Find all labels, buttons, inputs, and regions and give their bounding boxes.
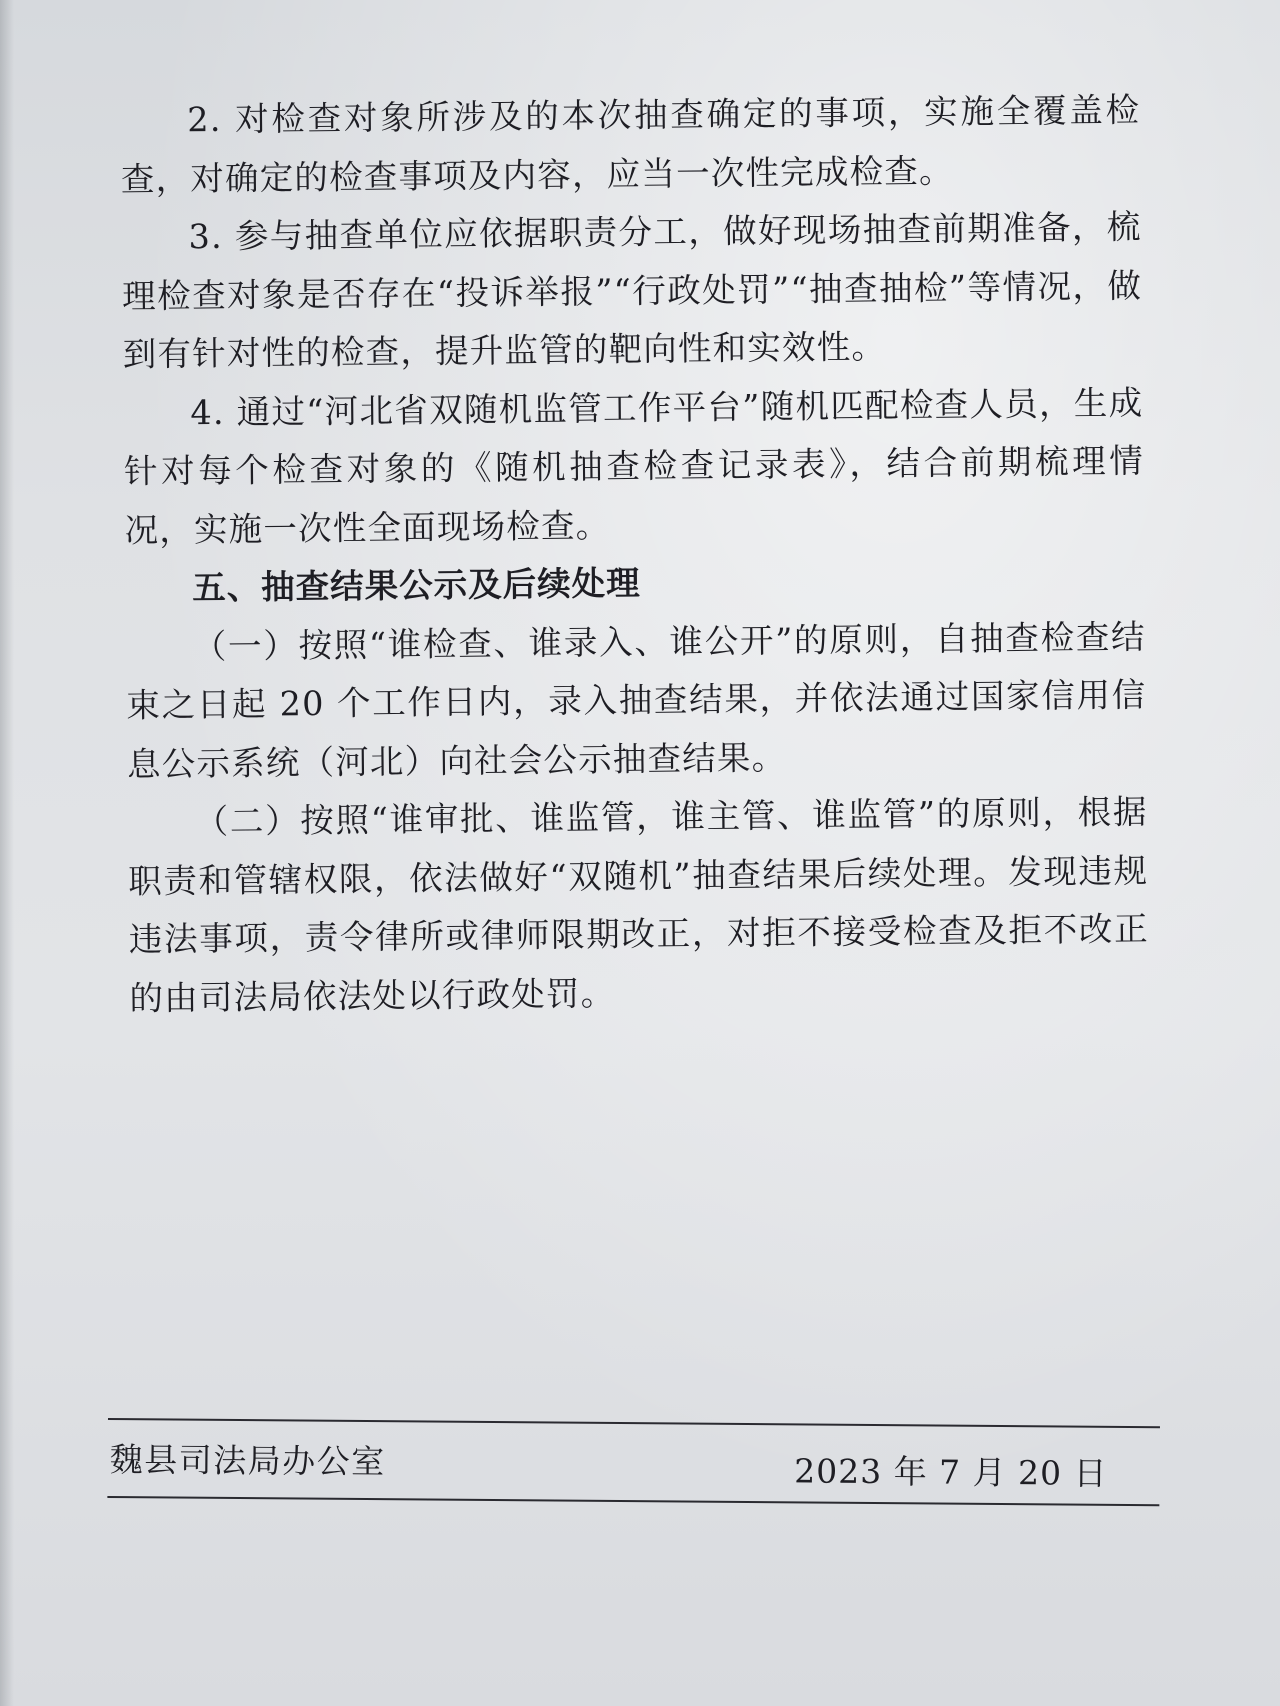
paragraph-item-3: 3. 参与抽查单位应依据职责分工，做好现场抽查前期准备，梳理检查对象是否存在“投诉举报”“行政处罚”“抽查抽检”等情况，做到有针对性的检查，提升监管的靶向性和实效性。	[121, 207, 1143, 374]
paragraph-item-2: 2. 对检查对象所涉及的本次抽查确定的事项，实施全覆盖检查，对确定的检查事项及内容，应当一次性完成检查。	[120, 90, 1141, 199]
section-paragraph-1: （一）按照“谁检查、谁录入、谁公开”的原则，自抽查检查结束之日起 20 个工作日内，录入抽查结果，并依法通过国家信用信息公示系统（河北）向社会公示抽查结果。	[126, 616, 1147, 784]
document-body	[120, 81, 1150, 1028]
footer-bottom-rule	[107, 1496, 1159, 1506]
issue-date: 2023 年 7 月 20 日	[794, 1451, 1108, 1493]
section-paragraph-2: （二）按照“谁审批、谁监管，谁主管、谁监管”的原则，根据职责和管辖权限，依法做好“双随机”抽查结果后续处理。发现违规违法事项，责令律所或律师限期改正，对拒不接受检查及拒不改正的由司法局依法处以行政处罚。	[128, 792, 1150, 1018]
issuing-office: 魏县司法局办公室	[109, 1440, 386, 1482]
footer-top-rule	[108, 1418, 1160, 1428]
document-footer	[107, 1418, 1160, 1506]
paragraph-item-4: 4. 通过“河北省双随机监管工作平台”随机匹配检查人员，生成针对每个检查对象的《随机抽查检查记录表》，结合前期梳理情况，实施一次性全面现场检查。	[123, 382, 1145, 550]
section-heading: 五、抽查结果公示及后续处理	[191, 563, 641, 608]
